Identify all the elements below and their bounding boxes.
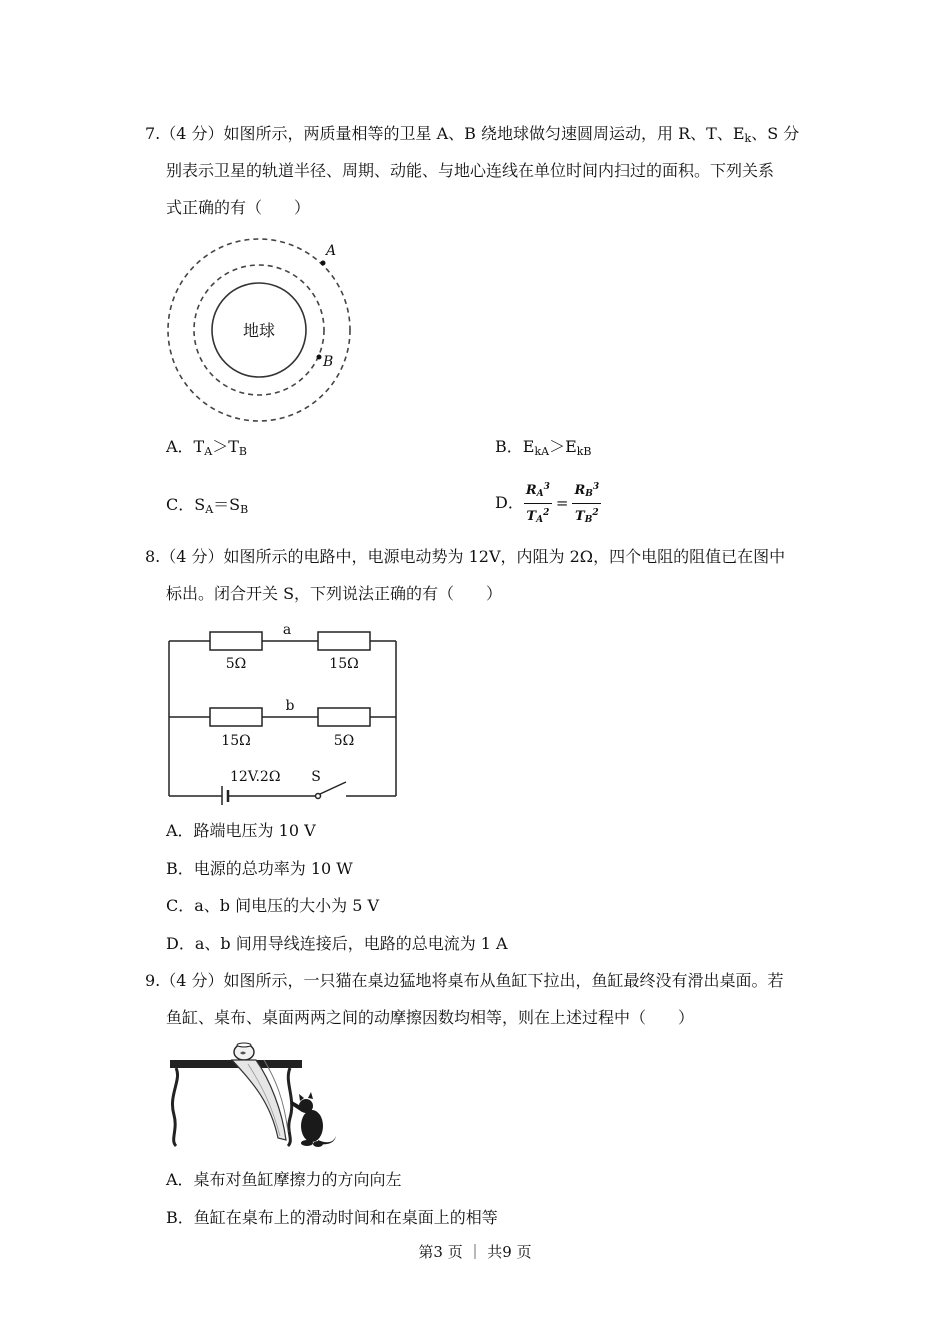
- q7-option-d: D． $\frac{R_A^3}{T_A^2}$ = $\frac{R_B^3}{T_B^2}$: [495, 480, 601, 526]
- q8-option-d: D．a、b 间用导线连接后，电路的总电流为 1 A: [166, 934, 508, 953]
- orbit-diagram: [160, 228, 360, 428]
- resistor-bottom-left-label: 15Ω: [221, 733, 251, 749]
- q9-option-a: A．桌布对鱼缸摩擦力的方向向左: [166, 1170, 402, 1189]
- q7-line-3: 式正确的有（ ）: [166, 198, 311, 217]
- q7-option-c: C．$S_A=S_B$: [166, 495, 249, 516]
- resistor-top-right: [318, 632, 370, 650]
- table-leg-right: [288, 1068, 292, 1146]
- q8-line-1: 8.（4 分）如图所示的电路中，电源电动势为 12V，内阻为 2Ω，四个电阻的阻值已在图中: [145, 547, 786, 566]
- source-label: 12V.2Ω: [230, 769, 281, 785]
- resistor-top-left-label: 5Ω: [225, 656, 247, 672]
- page-footer: 第3 页 ｜ 共9 页: [418, 1243, 532, 1261]
- resistor-bottom-right-label: 5Ω: [333, 733, 355, 749]
- table-leg-left: [172, 1068, 177, 1146]
- q8-line-2: 标出。闭合开关 S，下列说法正确的有（ ）: [166, 584, 503, 603]
- q8-option-c: C．a、b 间电压的大小为 5 V: [166, 896, 380, 915]
- q7-option-b: B．$E_{kA}>E_{kB}$: [495, 437, 592, 458]
- resistor-top-right-label: 15Ω: [329, 656, 359, 672]
- satellite-a: [321, 261, 326, 266]
- cat-table-illustration: [160, 1040, 345, 1152]
- q9-line-2: 鱼缸、桌布、桌面两两之间的动摩擦因数均相等，则在上述过程中（ ）: [166, 1008, 695, 1027]
- switch-label: S: [311, 769, 321, 785]
- resistor-top-left: [210, 632, 262, 650]
- switch-pivot: [316, 794, 321, 799]
- fraction-right: $\frac{R_B^3}{T_B^2}$: [572, 479, 601, 528]
- node-a-label: a: [282, 622, 292, 638]
- q9-option-b: B．鱼缸在桌布上的滑动时间和在桌面上的相等: [166, 1208, 498, 1227]
- q8-option-a: A．路端电压为 10 V: [166, 821, 316, 840]
- switch-blade: [320, 782, 346, 794]
- cat: [290, 1092, 336, 1147]
- satellite-b-label: B: [323, 354, 334, 370]
- fraction-left: $\frac{R_A^3}{T_A^2}$: [524, 479, 552, 528]
- resistor-bottom-right: [318, 708, 370, 726]
- satellite-b: [317, 355, 322, 360]
- resistor-bottom-left: [210, 708, 262, 726]
- q8-option-b: B．电源的总功率为 10 W: [166, 859, 353, 878]
- node-b-label: b: [285, 698, 295, 714]
- q7-line-1: 7.（4 分）如图所示，两质量相等的卫星 A、B 绕地球做匀速圆周运动，用 R、T、$E_k$、S 分: [145, 124, 800, 145]
- circuit-diagram: [160, 615, 405, 805]
- q7-option-a: A．$T_A>T_B$: [166, 437, 247, 458]
- q9-line-1: 9.（4 分）如图所示，一只猫在桌边猛地将桌布从鱼缸下拉出，鱼缸最终没有滑出桌面。若: [145, 971, 784, 990]
- earth-label: 地球: [242, 321, 276, 340]
- q7-line-2: 别表示卫星的轨道半径、周期、动能、与地心连线在单位时间内扫过的面积。下列关系: [166, 161, 775, 180]
- fish-bowl: [234, 1043, 254, 1060]
- satellite-a-label: A: [326, 243, 337, 259]
